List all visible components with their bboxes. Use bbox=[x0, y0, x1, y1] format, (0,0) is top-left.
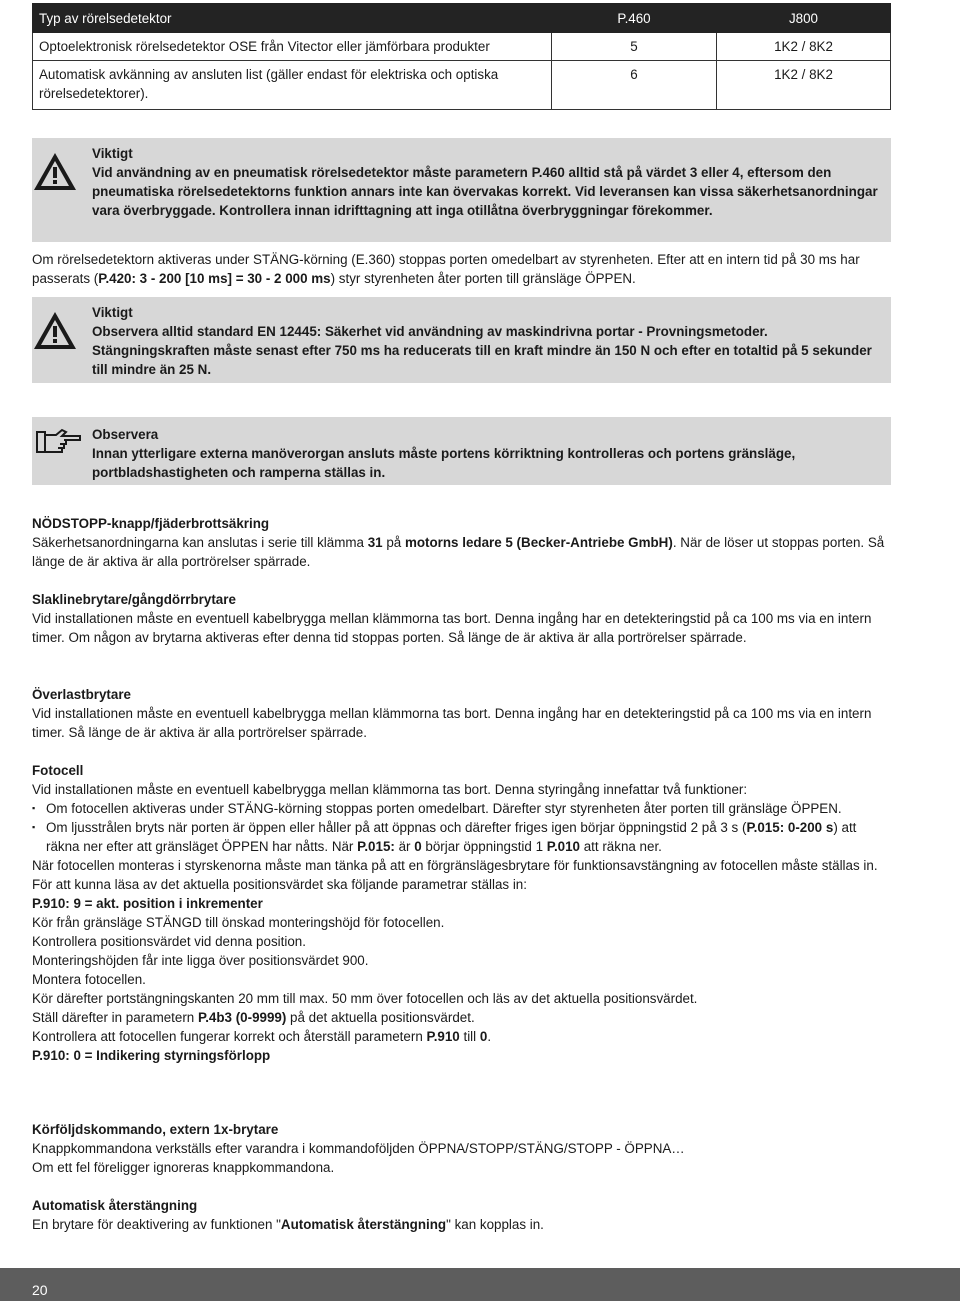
bullet-list bbox=[32, 799, 892, 856]
text: Om ljusstrålen bryts när porten är öppen eller håller på att öppnas och därefter friges igen börjar öppningstid 2 på 3 s ( bbox=[46, 820, 747, 835]
table-cell: Optoelektronisk rörelsedetektor OSE från Vitector eller jämförbara produkter bbox=[33, 33, 552, 61]
text: på det aktuella positionsvärdet. bbox=[286, 1010, 475, 1025]
param-text: P.015: 0-200 s bbox=[746, 820, 834, 835]
pointing-hand-icon bbox=[36, 427, 82, 457]
text: Säkerhetsanordningarna kan anslutas i serie till klämma bbox=[32, 535, 368, 550]
section-text: Vid installationen måste en eventuell kabelbrygga mellan klämmorna tas bort. Denna ingång har en detekteringstid på ca 100 ms via en intern timer. Så länge de är aktiva är alla portrörelser spärrade. bbox=[32, 706, 872, 740]
fotocell-section bbox=[32, 761, 892, 1065]
section-heading: Överlastbrytare bbox=[32, 687, 131, 702]
note-box bbox=[32, 417, 891, 485]
section-text: När fotocellen monteras i styrskenorna måste man tänka på att en förgränslägesbrytare för funktionsavstängning av fotocellen måste ställas in. bbox=[32, 858, 878, 873]
list-item bbox=[32, 818, 892, 856]
section-heading: NÖDSTOPP-knapp/fjäderbrottsäkring bbox=[32, 516, 270, 531]
auto-close-section bbox=[32, 1196, 892, 1234]
table-row bbox=[33, 61, 891, 110]
param-text: P.4b3 (0-9999) bbox=[197, 1010, 287, 1025]
text: till bbox=[459, 1029, 480, 1044]
text: är bbox=[394, 839, 415, 854]
section-text: Knappkommandona verkställs efter varandra i kommandoföljden ÖPPNA/STOPP/STÄNG/STOPP - ÖPPNA… bbox=[32, 1141, 685, 1156]
param-text: P.910 bbox=[426, 1029, 460, 1044]
section-heading: Körföljdskommando, extern 1x-brytare bbox=[32, 1122, 279, 1137]
text: Om rörelsedetektorn aktiveras under STÄNG-körning (E.360) stoppas porten omedelbart av styrenheten. Efter att en intern tid på 30 ms har passerats ( bbox=[32, 252, 860, 286]
list-item: ▪ Om fotocellen aktiveras under STÄNG-körning stoppas porten omedelbart. Därefter styr styrenheten åter porten till gränsläge ÖPPEN. bbox=[32, 799, 892, 818]
section-text: Monteringshöjden får inte ligga över positionsvärdet 900. bbox=[32, 953, 369, 968]
warning-triangle-icon bbox=[32, 309, 78, 353]
function-name: Automatisk återstängning bbox=[280, 1217, 447, 1232]
warning-triangle-icon bbox=[32, 150, 78, 194]
korfoljd-section bbox=[32, 1120, 892, 1177]
page-footer bbox=[0, 1268, 960, 1301]
param-text: P.420: 3 - 200 [10 ms] = 30 - 2 000 ms bbox=[98, 271, 331, 286]
text: . bbox=[487, 1029, 492, 1044]
table-row bbox=[33, 33, 891, 61]
text: ) styr styrenheten åter porten till gränsläge ÖPPEN. bbox=[330, 271, 636, 286]
section-text: Montera fotocellen. bbox=[32, 972, 146, 987]
motor-lead: motorns ledare 5 (Becker-Antriebe GmbH) bbox=[404, 535, 673, 550]
section-text: För att kunna läsa av det aktuella positionsvärdet ska följande parametrar ställas in: bbox=[32, 877, 527, 892]
warning-box bbox=[32, 297, 891, 383]
table-cell: 1K2 / 8K2 bbox=[717, 33, 891, 61]
text: på bbox=[382, 535, 405, 550]
warning-box bbox=[32, 138, 891, 242]
text: ) att räkna ner efter att gränsläget ÖPPEN har nåtts. När bbox=[46, 820, 857, 854]
table-header-row bbox=[33, 4, 891, 33]
text: . När de löser ut stoppas porten. Så länge de är aktiva är alla portrörelser spärrade. bbox=[32, 535, 885, 569]
overlast-section bbox=[32, 685, 892, 742]
param-text: 0 bbox=[414, 839, 422, 854]
note-title: Observera bbox=[92, 427, 159, 442]
table-header-j800: J800 bbox=[717, 4, 891, 33]
section-text: Om ett fel föreligger ignoreras knappkommandona. bbox=[32, 1160, 335, 1175]
section-heading: Automatisk återstängning bbox=[32, 1198, 198, 1213]
param-text: P.010 bbox=[546, 839, 581, 854]
section-text: Kör därefter portstängningskanten 20 mm till max. 50 mm över fotocellen och läs av det aktuella positionsvärdet. bbox=[32, 991, 698, 1006]
warning-text: Observera alltid standard EN 12445: Säkerhet vid användning av maskindrivna portar - Provningsmetoder. Stängningskraften måste senast efter 750 ms ha reducerats till en kraft mindre än 150 N och efter en totaltid på 5 sekunder till mindre än 25 N. bbox=[92, 324, 872, 377]
table-header-type: Typ av rörelsedetektor bbox=[33, 4, 552, 33]
section-text: Kontrollera positionsvärdet vid denna position. bbox=[32, 934, 306, 949]
text: En brytare för deaktivering av funktionen " bbox=[32, 1217, 281, 1232]
text: Ställ därefter in parametern bbox=[32, 1010, 198, 1025]
param-line: P.910: 9 = akt. position i inkrementer bbox=[32, 896, 263, 911]
text: Kontrollera att fotocellen fungerar korrekt och återställ parametern bbox=[32, 1029, 427, 1044]
page-number: 20 bbox=[32, 1282, 48, 1298]
table-cell: 6 bbox=[552, 61, 717, 110]
section-text: Vid installationen måste en eventuell kabelbrygga mellan klämmorna tas bort. Denna ingång har en detekteringstid på ca 100 ms via en intern timer. Om någon av brytarna aktiveras efter denna tid stoppas porten. Så länge de är aktiva är alla portrörelser spärrade. bbox=[32, 611, 872, 645]
text: börjar öppningstid 1 bbox=[421, 839, 547, 854]
detector-table bbox=[32, 3, 891, 110]
slak-section bbox=[32, 590, 892, 647]
param-line: P.910: 0 = Indikering styrningsförlopp bbox=[32, 1048, 271, 1063]
table-cell: Automatisk avkänning av ansluten list (gäller endast för elektriska och optiska rörelsedetektorer). bbox=[33, 61, 552, 110]
note-text: Innan ytterligare externa manöverorgan ansluts måste portens körriktning kontrolleras och portens gränsläge, portbladshastigheten och ramperna ställas in. bbox=[92, 446, 796, 480]
warning-title: Viktigt bbox=[92, 305, 133, 320]
terminal-number: 31 bbox=[367, 535, 383, 550]
section-text: Vid installationen måste en eventuell kabelbrygga mellan klämmorna tas bort. Denna styringång innefattar två funktioner: bbox=[32, 782, 748, 797]
detector-stop-paragraph bbox=[32, 250, 892, 288]
text: " kan kopplas in. bbox=[446, 1217, 544, 1232]
param-text: P.015: bbox=[357, 839, 395, 854]
section-text: Kör från gränsläge STÄNGD till önskad monteringshöjd för fotocellen. bbox=[32, 915, 445, 930]
table-cell: 5 bbox=[552, 33, 717, 61]
warning-title: Viktigt bbox=[92, 146, 133, 161]
warning-text: Vid användning av en pneumatisk rörelsedetektor måste parametern P.460 alltid stå på värdet 3 eller 4, eftersom den pneumatiska rörelsedetektorns funktion annars inte kan övervakas korrekt. Vid leveransen kan vissa säkerhetsanordningar vara överbryggade. Kontrollera innan idrifttagning att inga otillåtna överbryggningar förekommer. bbox=[92, 165, 878, 218]
section-heading: Slaklinebrytare/gångdörrbrytare bbox=[32, 592, 236, 607]
param-text: 0 bbox=[479, 1029, 488, 1044]
text: att räkna ner. bbox=[580, 839, 662, 854]
nodstopp-section bbox=[32, 514, 892, 571]
table-cell: 1K2 / 8K2 bbox=[717, 61, 891, 110]
section-heading: Fotocell bbox=[32, 763, 84, 778]
table-header-p460: P.460 bbox=[552, 4, 717, 33]
